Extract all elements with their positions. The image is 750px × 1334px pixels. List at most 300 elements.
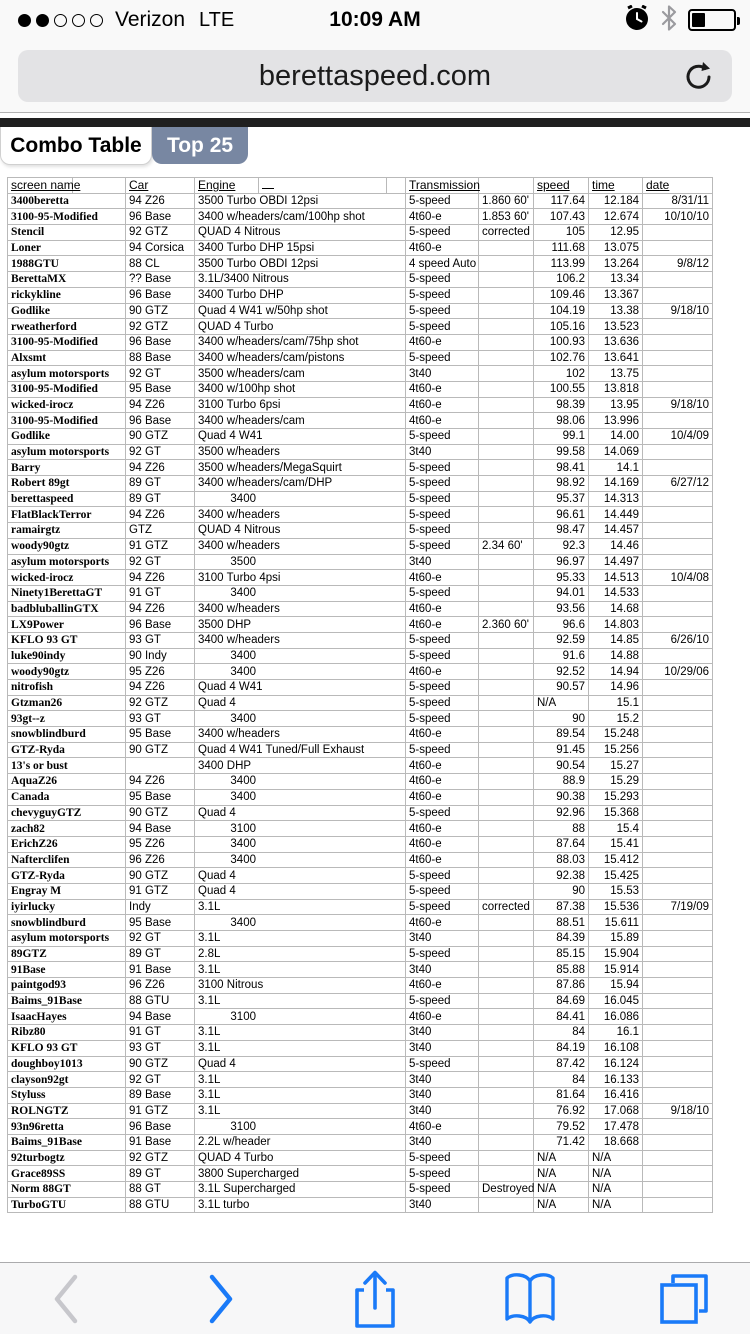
cell-date <box>643 523 713 539</box>
carrier-label: Verizon <box>115 8 186 31</box>
cell-transmission: 5-speed <box>406 350 479 366</box>
cell-transmission: 5-speed <box>406 429 479 445</box>
cell-engine <box>195 397 406 413</box>
cell-time: N/A <box>589 1182 643 1198</box>
cell-time: 15.94 <box>589 978 643 994</box>
cell-time: 16.086 <box>589 1009 643 1025</box>
engine-text: 3100 Turbo 6psi <box>198 398 281 411</box>
cell-notes <box>479 1103 534 1119</box>
table-row <box>8 193 713 209</box>
cell-engine <box>195 1072 406 1088</box>
cell-date: 9/18/10 <box>643 303 713 319</box>
cell-screen-name: rweatherford <box>8 319 126 335</box>
cell-speed: 90.54 <box>534 758 589 774</box>
engine-text: 3400 w/headers <box>198 602 280 615</box>
cell-time: 13.818 <box>589 381 643 397</box>
cell-screen-name: 3100-95-Modified <box>8 381 126 397</box>
engine-text: 3.1L <box>198 1026 221 1039</box>
cell-car: 90 GTZ <box>126 1056 195 1072</box>
cell-engine <box>195 1166 406 1182</box>
table-row <box>8 1134 713 1150</box>
cell-notes <box>479 852 534 868</box>
cell-notes <box>479 1166 534 1182</box>
cell-date <box>643 695 713 711</box>
cell-speed: N/A <box>534 695 589 711</box>
cell-engine <box>195 883 406 899</box>
table-row <box>8 664 713 680</box>
cell-transmission: 5-speed <box>406 1166 479 1182</box>
table-row <box>8 821 713 837</box>
cell-speed: 98.06 <box>534 413 589 429</box>
cell-speed: 98.41 <box>534 460 589 476</box>
cell-speed: 90 <box>534 711 589 727</box>
cell-screen-name: nitrofish <box>8 680 126 696</box>
cell-car: 90 Indy <box>126 648 195 664</box>
cell-transmission: 5-speed <box>406 1056 479 1072</box>
cell-transmission: 4t60-e <box>406 727 479 743</box>
engine-text: 3.1L <box>198 1073 221 1086</box>
cell-date <box>643 1025 713 1041</box>
cell-notes <box>479 868 534 884</box>
cell-transmission: 3t40 <box>406 1040 479 1056</box>
cell-car: 96 Base <box>126 1119 195 1135</box>
cell-screen-name: TurboGTU <box>8 1197 126 1213</box>
tab-combo-table-label: Combo Table <box>10 133 142 157</box>
cell-date <box>643 381 713 397</box>
cell-screen-name: 3100-95-Modified <box>8 209 126 225</box>
table-row <box>8 978 713 994</box>
cell-time: 14.46 <box>589 538 643 554</box>
cell-speed: 87.64 <box>534 836 589 852</box>
cell-transmission: 4t60-e <box>406 381 479 397</box>
cell-time: 15.2 <box>589 711 643 727</box>
cell-transmission: 5-speed <box>406 899 479 915</box>
cell-car: 91 Base <box>126 1134 195 1150</box>
engine-text: 3400 w/headers <box>198 508 280 521</box>
cell-notes: Destroyed <box>479 1182 534 1198</box>
cell-speed: 100.55 <box>534 381 589 397</box>
table-row <box>8 711 713 727</box>
engine-text: 3400 w/headers/cam <box>198 414 305 427</box>
tab-top-25[interactable] <box>152 127 248 164</box>
cell-screen-name: berettaspeed <box>8 491 126 507</box>
cell-date <box>643 460 713 476</box>
cell-car: 92 GT <box>126 444 195 460</box>
browser-toolbar <box>0 1262 750 1334</box>
engine-text: 3500 w/headers/cam <box>198 367 305 380</box>
cell-car: 91 GTZ <box>126 538 195 554</box>
cell-time: 14.497 <box>589 554 643 570</box>
cell-notes: corrected <box>479 225 534 241</box>
cell-time: 15.89 <box>589 931 643 947</box>
cell-engine <box>195 617 406 633</box>
cell-transmission: 4t60-e <box>406 397 479 413</box>
reload-button[interactable] <box>682 60 716 99</box>
table-row <box>8 334 713 350</box>
cell-car: GTZ <box>126 523 195 539</box>
cell-time: 14.803 <box>589 617 643 633</box>
cell-screen-name: AquaZ26 <box>8 774 126 790</box>
table-row <box>8 554 713 570</box>
cell-car: 94 Corsica <box>126 240 195 256</box>
cell-notes <box>479 554 534 570</box>
cell-date: 8/31/11 <box>643 193 713 209</box>
cell-car: 92 GTZ <box>126 1150 195 1166</box>
bookmarks-button[interactable] <box>500 1269 560 1329</box>
cell-car: 95 Z26 <box>126 836 195 852</box>
cell-speed: 106.2 <box>534 272 589 288</box>
cell-transmission: 5-speed <box>406 225 479 241</box>
cell-engine <box>195 303 406 319</box>
cell-time: 14.513 <box>589 570 643 586</box>
site-header-strip <box>0 118 750 127</box>
cell-notes <box>479 303 534 319</box>
cell-transmission: 4t60-e <box>406 789 479 805</box>
cell-screen-name: Stencil <box>8 225 126 241</box>
cell-speed: 100.93 <box>534 334 589 350</box>
cell-notes <box>479 601 534 617</box>
tabs-button[interactable] <box>654 1269 714 1329</box>
cell-time: 14.68 <box>589 601 643 617</box>
cell-engine <box>195 1056 406 1072</box>
table-row <box>8 287 713 303</box>
cell-transmission: 5-speed <box>406 491 479 507</box>
cell-screen-name: snowblindburd <box>8 727 126 743</box>
cell-time: 17.068 <box>589 1103 643 1119</box>
cell-speed: 79.52 <box>534 1119 589 1135</box>
engine-text: 3.1L <box>198 1042 221 1055</box>
cell-screen-name: Loner <box>8 240 126 256</box>
cell-time: 12.184 <box>589 193 643 209</box>
cell-engine <box>195 1087 406 1103</box>
cell-engine <box>195 1040 406 1056</box>
table-row <box>8 899 713 915</box>
col-header-speed[interactable]: speed <box>534 178 589 194</box>
cell-time: 14.00 <box>589 429 643 445</box>
network-label: LTE <box>199 8 235 31</box>
cell-time: 16.133 <box>589 1072 643 1088</box>
table-row <box>8 1087 713 1103</box>
cell-speed: N/A <box>534 1166 589 1182</box>
engine-text: 3400 DHP <box>198 759 252 772</box>
cell-speed: 96.61 <box>534 507 589 523</box>
cell-transmission: 4t60-e <box>406 570 479 586</box>
cell-screen-name: Robert 89gt <box>8 476 126 492</box>
cell-engine <box>195 570 406 586</box>
cell-engine <box>195 742 406 758</box>
cell-engine <box>195 632 406 648</box>
engine-text: 3400 w/headers <box>198 728 280 741</box>
cell-engine <box>195 836 406 852</box>
engine-text: Quad 4 W41 <box>198 681 263 694</box>
cell-screen-name: paintgod93 <box>8 978 126 994</box>
cell-screen-name: 89GTZ <box>8 946 126 962</box>
cell-screen-name: FlatBlackTerror <box>8 507 126 523</box>
engine-text: 3.1L <box>198 932 221 945</box>
cell-date <box>643 993 713 1009</box>
cell-notes <box>479 397 534 413</box>
cell-notes <box>479 883 534 899</box>
cell-date <box>643 1134 713 1150</box>
cell-engine <box>195 1025 406 1041</box>
engine-text: 2.2L w/header <box>198 1136 271 1149</box>
status-bar <box>0 0 750 40</box>
cell-transmission: 4t60-e <box>406 1009 479 1025</box>
cell-transmission: 3t40 <box>406 366 479 382</box>
col-header-engine[interactable]: Engine <box>195 178 259 194</box>
cell-date <box>643 868 713 884</box>
cell-car: 94 Z26 <box>126 193 195 209</box>
cell-engine <box>195 319 406 335</box>
cell-car: 89 GT <box>126 476 195 492</box>
cell-notes <box>479 350 534 366</box>
cell-date <box>643 821 713 837</box>
cell-notes <box>479 680 534 696</box>
table-row <box>8 460 713 476</box>
battery-icon <box>688 9 736 31</box>
cell-engine <box>195 287 406 303</box>
cell-engine <box>195 899 406 915</box>
engine-text: QUAD 4 Turbo <box>198 1151 274 1164</box>
cell-engine <box>195 193 406 209</box>
cell-screen-name: Engray M <box>8 883 126 899</box>
cell-date <box>643 931 713 947</box>
cell-engine <box>195 523 406 539</box>
cell-speed: 111.68 <box>534 240 589 256</box>
cell-time: 14.169 <box>589 476 643 492</box>
cell-car: 92 GT <box>126 1072 195 1088</box>
cell-speed: 71.42 <box>534 1134 589 1150</box>
cell-engine <box>195 366 406 382</box>
cell-notes <box>479 366 534 382</box>
table-row <box>8 1056 713 1072</box>
cell-date: 6/27/12 <box>643 476 713 492</box>
address-bar[interactable] <box>18 50 732 102</box>
cell-car: 91 GT <box>126 1025 195 1041</box>
table-row <box>8 617 713 633</box>
table-row <box>8 868 713 884</box>
cell-engine <box>195 695 406 711</box>
cell-time: 15.53 <box>589 883 643 899</box>
table-row <box>8 413 713 429</box>
cell-screen-name: Barry <box>8 460 126 476</box>
cell-car: 90 GTZ <box>126 429 195 445</box>
cell-speed: 88.9 <box>534 774 589 790</box>
cell-screen-name: Baims_91Base <box>8 993 126 1009</box>
cell-speed: 84.69 <box>534 993 589 1009</box>
cell-speed: 102.76 <box>534 350 589 366</box>
cell-transmission: 5-speed <box>406 193 479 209</box>
cell-date <box>643 1040 713 1056</box>
cell-engine <box>195 1197 406 1213</box>
cell-engine <box>195 931 406 947</box>
cell-notes <box>479 742 534 758</box>
engine-text: 3.1L Supercharged <box>198 1183 296 1196</box>
table-row <box>8 444 713 460</box>
cell-notes <box>479 413 534 429</box>
cell-time: 13.264 <box>589 256 643 272</box>
header-tick <box>262 178 274 189</box>
table-row <box>8 1025 713 1041</box>
cell-time: 13.38 <box>589 303 643 319</box>
cell-time: 15.536 <box>589 899 643 915</box>
cell-date <box>643 1056 713 1072</box>
cell-notes <box>479 931 534 947</box>
share-button[interactable] <box>345 1269 405 1329</box>
engine-text: 3400 <box>230 712 256 725</box>
cell-engine <box>195 491 406 507</box>
status-right <box>624 0 736 40</box>
cell-screen-name: 3100-95-Modified <box>8 334 126 350</box>
cell-engine <box>195 538 406 554</box>
cell-speed: 90.38 <box>534 789 589 805</box>
engine-text: QUAD 4 Nitrous <box>198 226 281 239</box>
bluetooth-icon <box>660 4 678 37</box>
cell-transmission: 3t40 <box>406 1197 479 1213</box>
engine-text: 3400 w/headers/cam/pistons <box>198 351 345 364</box>
cell-date <box>643 978 713 994</box>
table-row <box>8 680 713 696</box>
cell-notes <box>479 1072 534 1088</box>
cell-transmission: 4t60-e <box>406 852 479 868</box>
cell-transmission: 3t40 <box>406 554 479 570</box>
cell-transmission: 4t60-e <box>406 334 479 350</box>
cell-notes <box>479 256 534 272</box>
col-header-date[interactable]: date <box>643 178 713 194</box>
forward-button[interactable] <box>191 1269 251 1329</box>
table-row <box>8 366 713 382</box>
cell-transmission: 5-speed <box>406 523 479 539</box>
engine-text: 3400 <box>230 916 256 929</box>
tab-combo-table[interactable] <box>0 127 152 165</box>
status-time: 10:09 AM <box>329 8 421 31</box>
cell-car: 95 Base <box>126 727 195 743</box>
cell-car: 91 Base <box>126 962 195 978</box>
cell-car: 88 CL <box>126 256 195 272</box>
table-row <box>8 350 713 366</box>
cell-engine <box>195 1119 406 1135</box>
cell-screen-name: asylum motorsports <box>8 444 126 460</box>
cell-transmission: 3t40 <box>406 1134 479 1150</box>
cell-screen-name: Godlike <box>8 429 126 445</box>
cell-transmission: 5-speed <box>406 680 479 696</box>
cell-transmission: 4t60-e <box>406 617 479 633</box>
cell-time: 15.27 <box>589 758 643 774</box>
cell-notes: 1.853 60' <box>479 209 534 225</box>
cell-notes <box>479 978 534 994</box>
table-row <box>8 538 713 554</box>
cell-date <box>643 444 713 460</box>
cell-notes <box>479 429 534 445</box>
cell-time: 13.523 <box>589 319 643 335</box>
cell-time: 13.996 <box>589 413 643 429</box>
cell-notes <box>479 946 534 962</box>
address-text: berettaspeed.com <box>258 59 492 92</box>
cell-car: 96 Base <box>126 413 195 429</box>
col-header-time[interactable]: time <box>589 178 643 194</box>
cell-car: 94 Z26 <box>126 774 195 790</box>
cell-car: 90 GTZ <box>126 868 195 884</box>
table-row <box>8 1166 713 1182</box>
cell-notes <box>479 915 534 931</box>
cell-date <box>643 1087 713 1103</box>
cell-transmission: 5-speed <box>406 538 479 554</box>
col-header-transmission[interactable]: Transmission <box>406 178 479 194</box>
cell-notes <box>479 381 534 397</box>
cell-car: 90 GTZ <box>126 805 195 821</box>
cell-car: 94 Z26 <box>126 680 195 696</box>
engine-text: 3500 w/headers <box>198 446 280 459</box>
engine-text: 3400 w/100hp shot <box>198 383 296 396</box>
cell-notes <box>479 334 534 350</box>
cell-time: 16.1 <box>589 1025 643 1041</box>
cell-speed: 85.15 <box>534 946 589 962</box>
cell-notes <box>479 664 534 680</box>
cell-transmission: 5-speed <box>406 946 479 962</box>
table-row <box>8 931 713 947</box>
cell-notes <box>479 632 534 648</box>
cell-screen-name: 91Base <box>8 962 126 978</box>
cell-time: 13.367 <box>589 287 643 303</box>
cell-engine <box>195 789 406 805</box>
cell-speed: 84.39 <box>534 931 589 947</box>
cell-notes <box>479 523 534 539</box>
engine-text: 3500 DHP <box>198 618 252 631</box>
cell-date: 9/18/10 <box>643 397 713 413</box>
col-header-car[interactable]: Car <box>126 178 195 194</box>
table-row <box>8 209 713 225</box>
cell-engine <box>195 476 406 492</box>
cell-screen-name: snowblindburd <box>8 915 126 931</box>
cell-date: 7/19/09 <box>643 899 713 915</box>
cell-date <box>643 711 713 727</box>
cell-time: 15.1 <box>589 695 643 711</box>
cell-notes <box>479 962 534 978</box>
cell-engine <box>195 225 406 241</box>
cell-speed: 92.59 <box>534 632 589 648</box>
cell-transmission: 4t60-e <box>406 664 479 680</box>
cell-transmission: 5-speed <box>406 695 479 711</box>
engine-text: 3500 <box>230 555 256 568</box>
cell-notes <box>479 836 534 852</box>
engine-text: 3.1L <box>198 1089 221 1102</box>
cell-transmission: 4t60-e <box>406 774 479 790</box>
cell-time: 16.416 <box>589 1087 643 1103</box>
cell-date <box>643 1150 713 1166</box>
cell-date <box>643 1182 713 1198</box>
cell-engine <box>195 727 406 743</box>
col-header-screen-name[interactable]: screen name <box>8 178 73 194</box>
cell-car: 89 GT <box>126 491 195 507</box>
back-button[interactable] <box>36 1269 96 1329</box>
table-row <box>8 648 713 664</box>
table-header-row <box>8 178 713 194</box>
cell-date <box>643 617 713 633</box>
engine-text: 3400 <box>230 665 256 678</box>
cell-screen-name: rickykline <box>8 287 126 303</box>
cell-screen-name: woody90gtz <box>8 664 126 680</box>
engine-text: 3400 <box>230 587 256 600</box>
engine-text: Quad 4 W41 w/50hp shot <box>198 304 328 317</box>
cell-time: 15.256 <box>589 742 643 758</box>
cell-notes <box>479 789 534 805</box>
cell-screen-name: Norm 88GT <box>8 1182 126 1198</box>
cell-transmission: 5-speed <box>406 460 479 476</box>
engine-text: 2.8L <box>198 948 221 961</box>
cell-screen-name: GTZ-Ryda <box>8 742 126 758</box>
cell-time: 15.412 <box>589 852 643 868</box>
cell-notes <box>479 993 534 1009</box>
